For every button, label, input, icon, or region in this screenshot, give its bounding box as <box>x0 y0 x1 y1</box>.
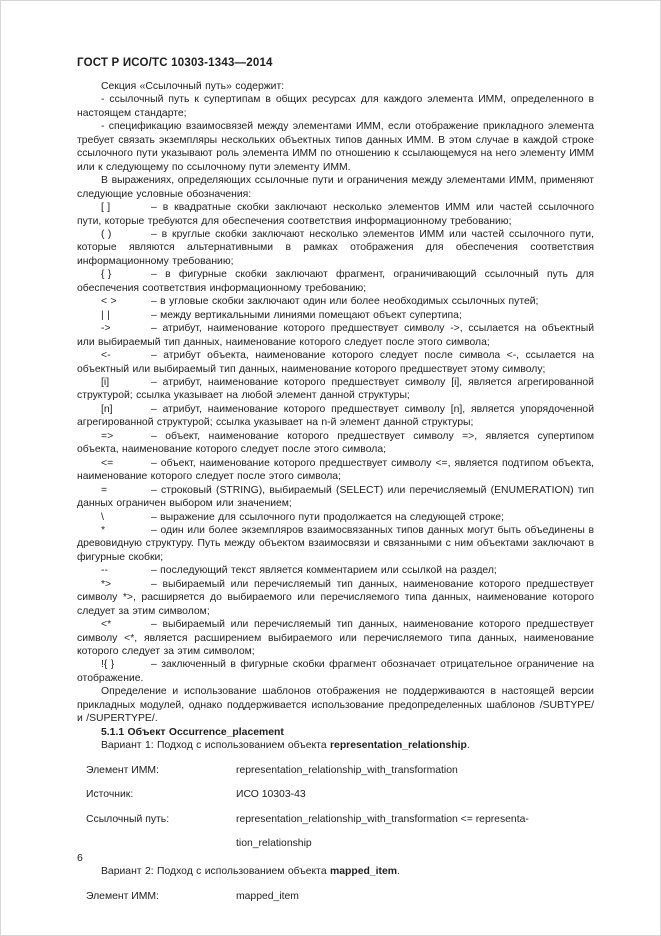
imm-row-label: Элемент ИММ: <box>86 890 159 902</box>
bullet-paragraph-2: - спецификацию взаимосвязей между элементами ИММ, если отображение прикладного элемента требует связать экземпляры нескольких объектных типов данных ИММ. В этом случае в каждой строке ссылочного пути указывают роль элемента ИММ по отношению к ссылающемуся на него элементу ИММ или к следующему по ссылочному пути элементу ИММ. <box>77 121 594 173</box>
imm-row-value <box>236 813 594 851</box>
notation-text: – один или более экземпляров взаимосвязанных типов данных могут быть объединены в древовидную структуру. Путь между объектом взаимосвязи и связанными с ним объектами заключают в фигурные скобки; <box>77 524 594 563</box>
imm-table-variant2 <box>77 890 594 903</box>
imm-table-row <box>86 890 594 903</box>
notation-item <box>77 201 594 228</box>
notation-symbol: = <box>101 484 108 496</box>
notation-item <box>77 457 594 484</box>
notation-item <box>77 658 594 685</box>
variant1-suffix: . <box>466 740 470 752</box>
imm-row-label: Элемент ИММ: <box>86 764 159 776</box>
notation-symbol: [i] <box>101 376 110 388</box>
imm-row-value-line: tion_relationship <box>236 838 312 850</box>
notation-text: – атрибут, наименование которого предшествует символу [n], является упорядоченной агрегированной структурой; ссылка указывает на n-й элемент данной структуры; <box>77 403 594 429</box>
notation-text: – в квадратные скобки заключают несколько элементов ИММ или частей ссылочного пути, которые требуются для обеспечения соответствия информационному требованию; <box>77 202 594 227</box>
variant2-suffix: . <box>396 866 400 878</box>
notation-item <box>77 524 594 564</box>
variant1-entity: representation_relationship <box>330 740 467 752</box>
notation-text: – выражение для ссылочного пути продолжается на следующей строке; <box>151 511 504 523</box>
notation-text: – выбираемый или перечисляемый тип данных, наименование которого предшествует символу *>, расширяется до выбираемого или перечисляемого типа данных, наименование которого следует за этим символом; <box>77 578 594 617</box>
variant2-line <box>77 865 594 878</box>
imm-row-value <box>236 764 594 777</box>
notation-text: – объект, наименование которого предшествует символу =>, является супертипом объекта, наименование которого следует после этого символа; <box>77 430 594 456</box>
notation-text: – выбираемый или перечисляемый тип данных, наименование которого предшествует символу <*, является расширением выбираемого или перечисляемого типа данных, наименование которого следует за этим символом; <box>77 619 594 658</box>
notation-symbol: { } <box>101 269 112 281</box>
notation-text: – объект, наименование которого предшествует символу <=, является подтипом объекта, наименование которого следует после этого символа; <box>77 457 594 483</box>
notation-item <box>77 511 594 524</box>
notation-symbol: [n] <box>101 403 113 415</box>
notation-symbol: [ ] <box>101 202 111 214</box>
imm-table-row <box>86 813 594 851</box>
imm-row-value-line: mapped_item <box>236 890 299 902</box>
imm-row-value <box>236 890 594 903</box>
notation-text: – строковый (STRING), выбираемый (SELECT) или перечисляемый (ENUMERATION) тип данных ограничен выбором или значением; <box>77 484 594 510</box>
imm-row-label: Ссылочный путь: <box>86 813 170 825</box>
notation-intro-paragraph: В выражениях, определяющих ссылочные пути и ограничения между элементами ИММ, применяют следующие условные обозначения: <box>77 175 594 200</box>
notation-symbol: \ <box>101 511 104 523</box>
notation-symbol: <- <box>101 350 111 362</box>
notation-item <box>77 376 594 403</box>
notation-item <box>77 484 594 511</box>
variant2-prefix: Вариант 2: Подход с использованием объекта <box>101 866 330 878</box>
page-number: 6 <box>77 852 83 864</box>
notation-list <box>77 201 594 685</box>
bullet-paragraph-1: - ссылочный путь к супертипам в общих ресурсах для каждого элемента ИММ, определенного в настоящем стандарте; <box>77 94 594 119</box>
notation-item <box>77 618 594 658</box>
imm-row-value-line: ИСО 10303-43 <box>236 789 306 801</box>
notation-symbol: ( ) <box>101 228 112 240</box>
imm-table-variant1 <box>77 764 594 851</box>
notation-item <box>77 578 594 618</box>
notation-text: – в круглые скобки заключают несколько элементов ИММ или частей ссылочного пути, которые являются альтернативными в рамках отображения для обеспечения соответствия информационному требованию; <box>77 228 594 267</box>
imm-row-label: Источник: <box>86 789 134 801</box>
notation-item <box>77 322 594 349</box>
notation-item <box>77 309 594 322</box>
variant1-prefix: Вариант 1: Подход с использованием объекта <box>101 740 330 752</box>
notation-symbol: -- <box>101 565 108 577</box>
intro-paragraph: Секция «Ссылочный путь» содержит: <box>101 81 285 92</box>
page-content <box>77 57 594 903</box>
variant1-line <box>77 739 594 752</box>
notation-symbol: <* <box>101 619 112 631</box>
notation-symbol: => <box>101 430 114 442</box>
notation-item <box>77 403 594 430</box>
notation-symbol: | | <box>101 309 110 321</box>
notation-text: – в угловые скобки заключают один или более необходимых ссылочных путей; <box>151 296 539 308</box>
notation-text: – заключенный в фигурные скобки фрагмент обозначает отрицательное ограничение на отображение. <box>77 659 594 684</box>
notation-text: – в фигурные скобки заключают фрагмент, ограничивающий ссылочный путь для обеспечения соответствия информационному требованию; <box>77 269 594 294</box>
document-header: ГОСТ Р ИСО/ТС 10303-1343—2014 <box>77 57 273 69</box>
imm-table-row <box>86 788 594 801</box>
notation-item <box>77 228 594 268</box>
imm-row-value-line: representation_relationship_with_transformation <= representa- <box>236 813 529 825</box>
notation-symbol: !{ } <box>101 659 115 671</box>
closing-paragraph: Определение и использование шаблонов отображения не поддерживаются в настоящей версии прикладных модулей, однако поддерживается использование предопределенных шаблонов /SUBTYPE/ и /SUPERTYPE/. <box>77 686 594 725</box>
notation-text: – последующий текст является комментарием или ссылкой на раздел; <box>151 565 497 577</box>
notation-symbol: <= <box>101 457 114 469</box>
notation-text: – атрибут объекта, наименование которого следует после символа <-, ссылается на объектный или выбираемый тип данных, наименование которого предшествует этому символу; <box>77 350 594 375</box>
notation-symbol: -> <box>101 323 111 335</box>
notation-item <box>77 349 594 376</box>
notation-symbol: *> <box>101 578 112 590</box>
notation-item <box>77 295 594 308</box>
notation-item <box>77 430 594 457</box>
notation-text: – между вертикальными линиями помещают объект супертипа; <box>151 309 462 321</box>
imm-row-value <box>236 788 594 801</box>
notation-text: – атрибут, наименование которого предшествует символу ->, ссылается на объектный или выбираемый тип данных, наименование которого следует после этого символа; <box>77 323 594 348</box>
notation-item <box>77 564 594 577</box>
notation-text: – атрибут, наименование которого предшествует символу [i], является агрегированной структурой; ссылка указывает на любой элемент данной структуры; <box>77 376 594 402</box>
notation-symbol: * <box>101 524 106 536</box>
imm-table-row <box>86 764 594 777</box>
section-heading: 5.1.1 Объект Occurrence_placement <box>101 726 284 738</box>
notation-item <box>77 268 594 295</box>
variant2-entity: mapped_item <box>330 866 397 878</box>
notation-symbol: < > <box>101 296 117 308</box>
imm-row-value-line: representation_relationship_with_transformation <box>236 764 458 776</box>
